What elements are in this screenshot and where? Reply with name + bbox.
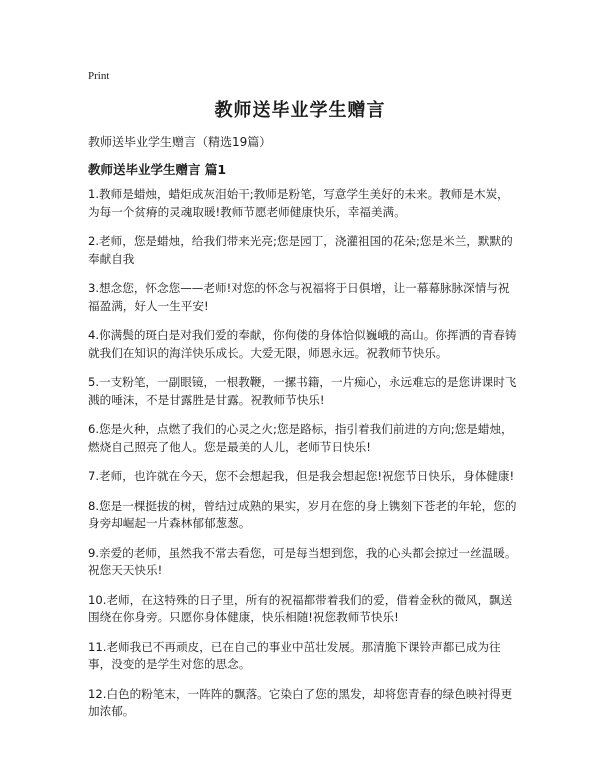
message-item: 7.老师，也许就在今天，您不会想起我，但是我会想起您!祝您节日快乐，身体健康! [88,469,515,483]
print-link[interactable]: Print [88,70,110,82]
document-title: 教师送毕业学生赠言 [214,100,386,121]
section-heading: 教师送毕业学生赠言 篇1 [88,162,227,177]
document-subtitle: 教师送毕业学生赠言（精选19篇） [88,135,272,149]
message-list [88,186,518,733]
message-item: 1.教师是蜡烛，蜡炬成灰泪始干;教师是粉笔，写意学生美好的未来。教师是木炭，为每一个贫瘠的灵魂取暖!教师节愿老师健康快乐，幸福美满。 [88,187,509,219]
message-item: 4.你满鬓的斑白是对我们爱的奉献，你佝偻的身体恰似巍峨的高山。你挥洒的青春铸就我们在知识的海洋快乐成长。大爱无限，师恩永远。祝教师节快乐。 [88,328,517,360]
message-item: 10.老师，在这特殊的日子里，所有的祝福都带着我们的爱，借着金秋的微风，飘送围绕在你身旁。只愿你身体健康，快乐相随!祝您教师节快乐! [88,592,513,624]
message-item: 9.亲爱的老师，虽然我不常去看您，可是每当想到您，我的心头都会掠过一丝温暖。祝您天天快乐! [88,545,517,577]
message-item: 11.老师我已不再顽皮，已在自己的事业中茁壮发展。那清脆下课铃声都已成为往事，没变的是学生对您的思念。 [88,639,501,671]
message-item: 2.老师，您是蜡烛，给我们带来光亮;您是园丁，浇灌祖国的花朵;您是米兰，默默的奉献自我 [88,234,513,266]
message-item: 5.一支粉笔，一副眼镜，一根教鞭，一摞书籍，一片痴心，永远难忘的是您讲课时飞溅的唾沫，不是甘露胜是甘露。祝教师节快乐! [88,375,517,407]
message-item: 8.您是一棵挺拔的树，曾结过成熟的果实，岁月在您的身上镌刻下苍老的年轮，您的身旁却崛起一片森林郁郁葱葱。 [88,498,517,530]
message-item: 12.白色的粉笔末，一阵阵的飘落。它染白了您的黑发，却将您青春的绿色映衬得更加浓郁。 [88,686,513,718]
message-item: 3.想念您，怀念您——老师!对您的怀念与祝福将于日俱增，让一幕幕脉脉深情与祝福盈满，好人一生平安! [88,281,510,313]
message-item: 6.您是火种，点燃了我们的心灵之火;您是路标，指引着我们前进的方向;您是蜡烛，燃烧自己照亮了他人。您是最美的人儿，老师节日快乐! [88,422,513,454]
